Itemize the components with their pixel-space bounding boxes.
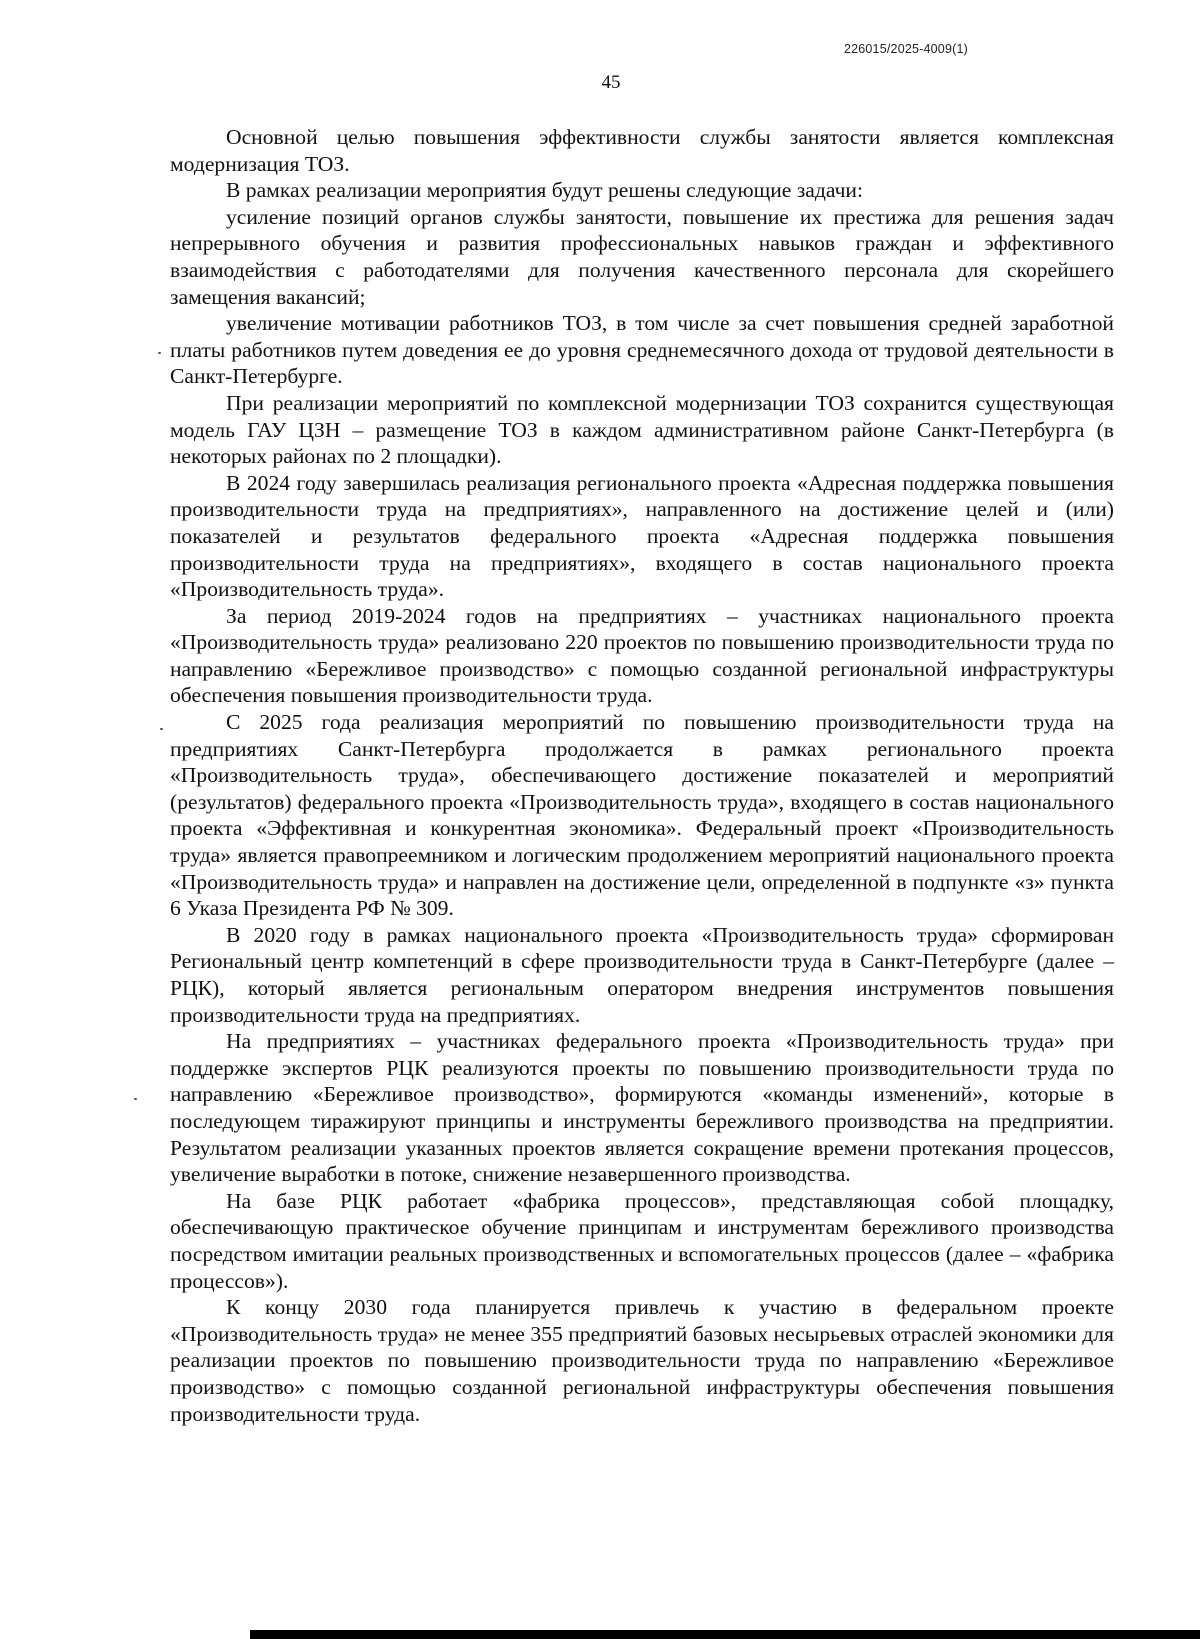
paragraph-5: При реализации мероприятий по комплексной модернизации ТОЗ сохранится существующая модель ГАУ ЦЗН – размещение ТОЗ в каждом административном районе Санкт-Петербурга (в некоторых районах по 2 площадки). [170,390,1114,469]
paragraph-8: С 2025 года реализация мероприятий по повышению производительности труда на предприятиях Санкт-Петербурга продолжается в рамках регионального проекта «Производительность труда», обеспечивающего достижение показателей и мероприятий (результатов) федерального проекта «Производительность труда», входящего в состав национального проекта «Эффективная и конкурентная экономика». Федеральный проект «Производительность труда» является правопреемником и логическим продолжением мероприятий национального проекта «Производительность труда» и направлен на достижение цели, определенной в подпункте «з» пункта 6 Указа Президента РФ № 309. [170,710,1114,921]
paragraph-11: На базе РЦК работает «фабрика процессов», представляющая собой площадку, обеспечивающую практическое обучение принципам и инструментам бережливого производства посредством имитации реальных производственных и вспомогательных процессов (далее – «фабрика процессов»). [170,1188,1114,1293]
paragraph-12: К концу 2030 года планируется привлечь к участию в федеральном проекте «Производительность труда» не менее 355 предприятий базовых несырьевых отраслей экономики для реализации проектов по повышению производительности труда по направлению «Бережливое производство» с помощью созданной региональной инфраструктуры обеспечения повышения производительности труда. [170,1295,1114,1426]
scan-speck [158,352,161,354]
paragraph-4: увеличение мотивации работников ТОЗ, в том числе за счет повышения средней заработной платы работников путем доведения ее до уровня среднемесячного дохода от трудовой деятельности в Санкт-Петербурге. [170,311,1114,389]
paragraph-6: В 2024 году завершилась реализация регионального проекта «Адресная поддержка повышения производительности труда на предприятиях», направленного на достижение целей и (или) показателей и результатов федерального проекта «Адресная поддержка повышения производительности труда на предприятиях», входящего в состав национального проекта «Производительность труда». [170,470,1114,602]
document-body [170,124,1114,1427]
page-number: 45 [601,72,621,93]
paragraph-2: В рамках реализации мероприятия будут решены следующие задачи: [226,178,863,203]
scan-edge-line [250,1630,1200,1639]
document-id: 226015/2025-4009(1) [843,42,968,56]
paragraph-7: За период 2019-2024 годов на предприятиях – участниках национального проекта «Производительность труда» реализовано 220 проектов по повышению производительности труда по направлению «Бережливое производство» с помощью созданной региональной инфраструктуры обеспечения повышения производительности труда. [170,603,1114,708]
paragraph-1: Основной целью повышения эффективности службы занятости является комплексная модернизация ТОЗ. [170,125,1114,176]
scan-speck [134,1098,137,1100]
paragraph-10: На предприятиях – участниках федерального проекта «Производительность труда» при поддержке экспертов РЦК реализуются проекты по повышению производительности труда по направлению «Бережливое производство», формируются «команды изменений», которые в последующем тиражируют принципы и инструменты бережливого производства на предприятии. Результатом реализации указанных проектов является сокращение времени протекания процессов, увеличение выработки в потоке, снижение незавершенного производства. [170,1029,1114,1187]
paragraph-9: В 2020 году в рамках национального проекта «Производительность труда» сформирован Региональный центр компетенций в сфере производительности труда в Санкт-Петербурге (далее – РЦК), который является региональным оператором внедрения инструментов повышения производительности труда на предприятиях. [170,922,1114,1027]
scan-speck [160,728,163,730]
paragraph-3: усиление позиций органов службы занятости, повышение их престижа для решения задач непрерывного обучения и развития профессиональных навыков граждан и эффективного взаимодействия с работодателями для получения качественного персонала для скорейшего замещения вакансий; [170,204,1114,309]
